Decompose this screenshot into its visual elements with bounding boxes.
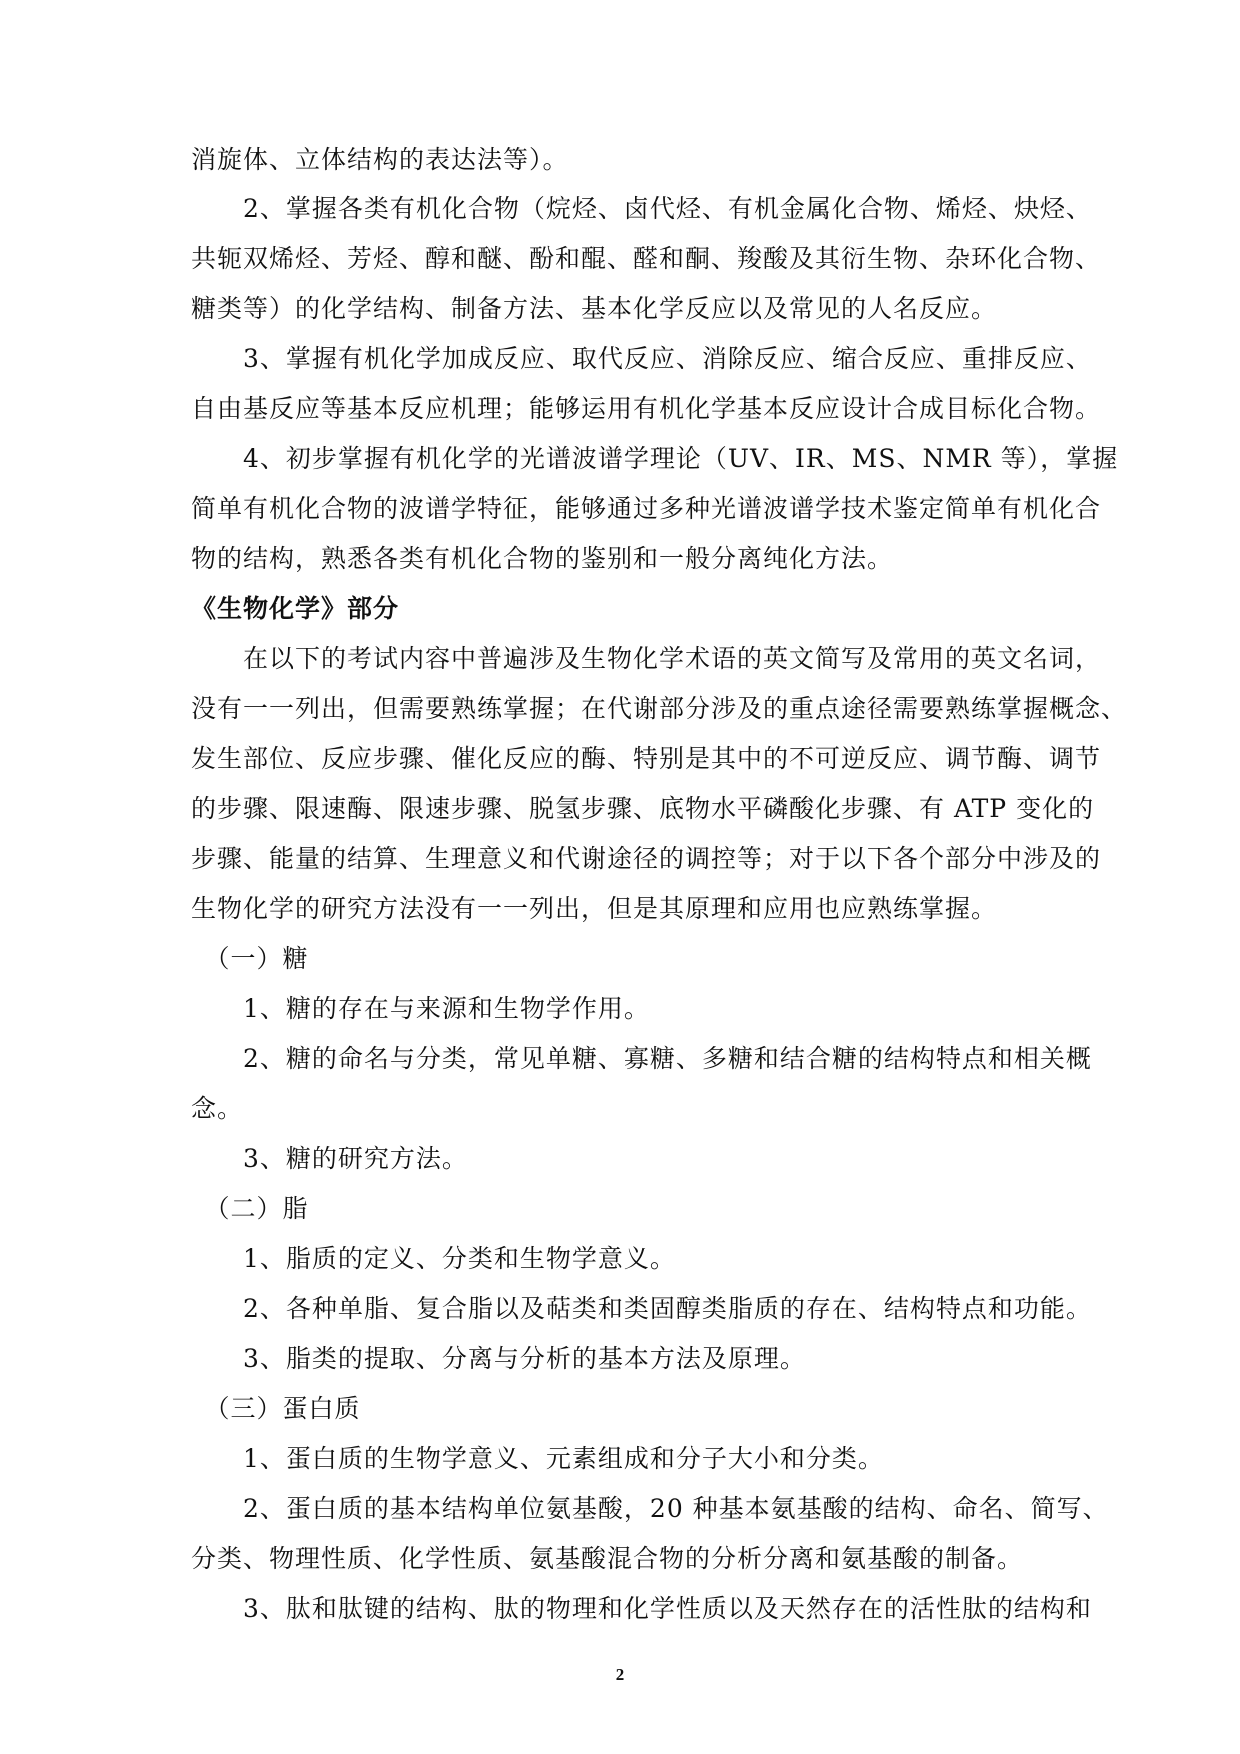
text-line: 2、掌握各类有机化合物（烷烃、卤代烃、有机金属化合物、烯烃、炔烃、 — [191, 194, 1092, 223]
text-line: 1、糖的存在与来源和生物学作用。 — [191, 994, 650, 1023]
text-line: 没有一一列出，但需要熟练掌握；在代谢部分涉及的重点途径需要熟练掌握概念、 — [191, 694, 1128, 723]
text-line: 3、脂类的提取、分离与分析的基本方法及原理。 — [191, 1344, 806, 1373]
text-line: 2、蛋白质的基本结构单位氨基酸，20 种基本氨基酸的结构、命名、简写、 — [191, 1494, 1109, 1523]
text-line: 1、脂质的定义、分类和生物学意义。 — [191, 1244, 676, 1273]
text-line: 发生部位、反应步骤、催化反应的酶、特别是其中的不可逆反应、调节酶、调节 — [191, 744, 1102, 773]
text-line: 步骤、能量的结算、生理意义和代谢途径的调控等；对于以下各个部分中涉及的 — [191, 844, 1102, 873]
text-line: 糖类等）的化学结构、制备方法、基本化学反应以及常见的人名反应。 — [191, 294, 998, 323]
text-line: 1、蛋白质的生物学意义、元素组成和分子大小和分类。 — [191, 1444, 884, 1473]
subsection-heading: （一）糖 — [191, 944, 309, 973]
text-line: 3、糖的研究方法。 — [191, 1144, 468, 1173]
text-line: 简单有机化合物的波谱学特征，能够通过多种光谱波谱学技术鉴定简单有机化合 — [191, 494, 1102, 523]
text-line: 生物化学的研究方法没有一一列出，但是其原理和应用也应熟练掌握。 — [191, 894, 998, 923]
subsection-heading: （二）脂 — [191, 1194, 309, 1223]
text-line: 分类、物理性质、化学性质、氨基酸混合物的分析分离和氨基酸的制备。 — [191, 1544, 1024, 1573]
subsection-heading: （三）蛋白质 — [191, 1394, 361, 1423]
text-line: 3、掌握有机化学加成反应、取代反应、消除反应、缩合反应、重排反应、 — [191, 344, 1092, 373]
text-line: 念。 — [191, 1094, 244, 1123]
text-line: 4、初步掌握有机化学的光谱波谱学理论（UV、IR、MS、NMR 等），掌握 — [191, 444, 1119, 473]
text-line: 在以下的考试内容中普遍涉及生物化学术语的英文简写及常用的英文名词， — [191, 644, 1102, 673]
text-line: 2、糖的命名与分类，常见单糖、寡糖、多糖和结合糖的结构特点和相关概 — [191, 1044, 1092, 1073]
section-heading: 《生物化学》部分 — [191, 594, 400, 623]
text-line: 2、各种单脂、复合脂以及萜类和类固醇类脂质的存在、结构特点和功能。 — [191, 1294, 1092, 1323]
text-line: 共轭双烯烃、芳烃、醇和醚、酚和醌、醛和酮、羧酸及其衍生物、杂环化合物、 — [191, 244, 1102, 273]
page-number: 2 — [615, 1665, 625, 1684]
text-line: 消旋体、立体结构的表达法等）。 — [191, 145, 569, 174]
text-line: 自由基反应等基本反应机理；能够运用有机化学基本反应设计合成目标化合物。 — [191, 394, 1102, 423]
text-line: 3、肽和肽键的结构、肽的物理和化学性质以及天然存在的活性肽的结构和 — [191, 1594, 1092, 1623]
text-line: 的步骤、限速酶、限速步骤、脱氢步骤、底物水平磷酸化步骤、有 ATP 变化的 — [191, 794, 1095, 823]
text-line: 物的结构，熟悉各类有机化合物的鉴别和一般分离纯化方法。 — [191, 544, 894, 573]
